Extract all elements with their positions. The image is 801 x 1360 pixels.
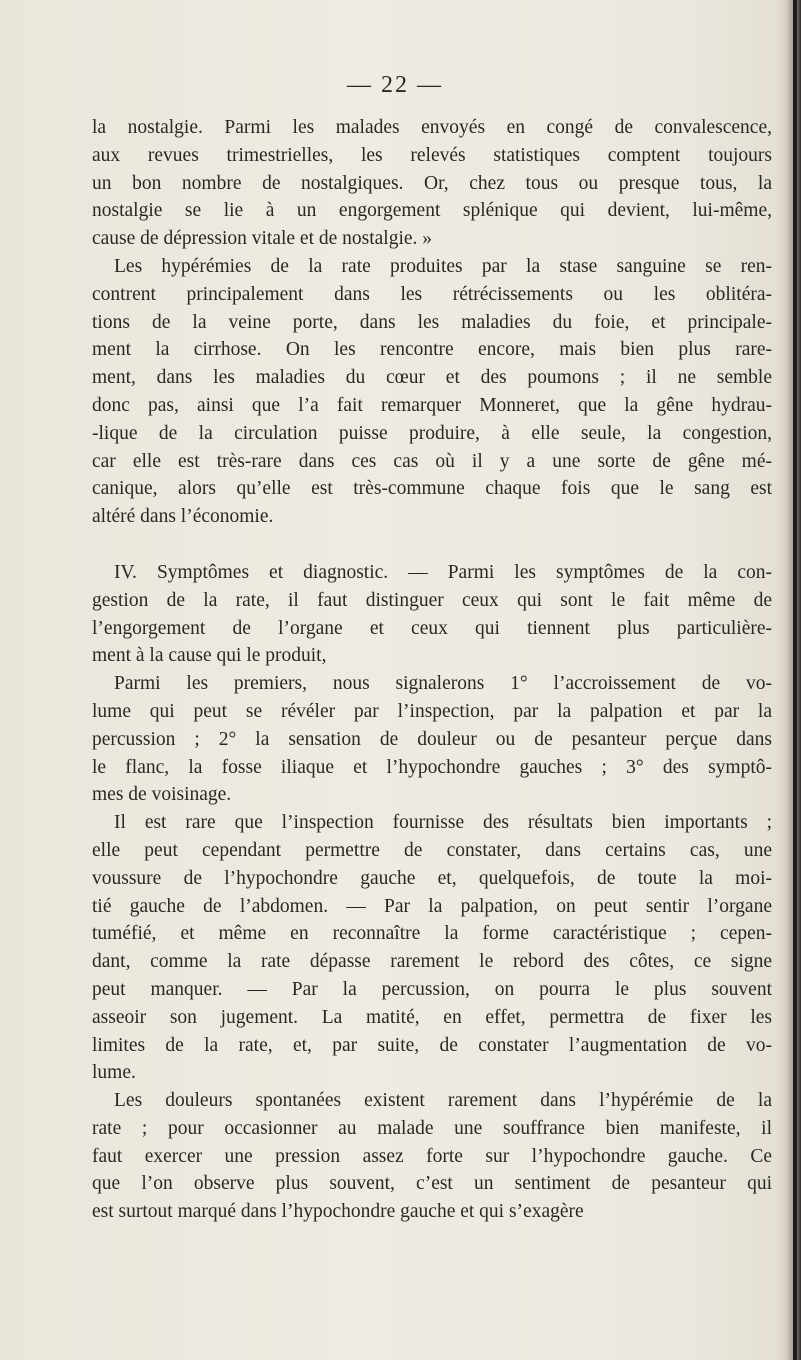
text-line: car elle est très-rare dans ces cas où il y a une sorte de gêne mé-: [92, 450, 772, 472]
text-line: tions de la veine porte, dans les maladies du foie, et principale-: [92, 311, 772, 333]
text-line: tuméfié, et même en reconnaître la forme caractéristique ; cepen-: [92, 923, 772, 945]
text-line: donc pas, ainsi que l’a fait remarquer Monneret, que la gêne hydrau-: [92, 394, 772, 416]
text-line: mes de voisinage.: [92, 784, 232, 806]
text-line: ment la cirrhose. On les rencontre encore, mais bien plus rare-: [92, 339, 772, 361]
text-line: ment à la cause qui le produit,: [92, 645, 327, 667]
text-line: ment, dans les maladies du cœur et des poumons ; il ne semble: [92, 367, 772, 389]
text-line: un bon nombre de nostalgiques. Or, chez tous ou presque tous, la: [92, 172, 772, 194]
text-line: contrent principalement dans les rétrécissements ou les oblitéra-: [92, 283, 772, 305]
text-line: limites de la rate, et, par suite, de constater l’augmentation de vo-: [92, 1034, 772, 1056]
text-line: Les douleurs spontanées existent rarement dans l’hypérémie de la: [114, 1090, 772, 1112]
text-line: altéré dans l’économie.: [92, 506, 274, 528]
text-line: l’engorgement de l’organe et ceux qui tiennent plus particulière-: [92, 617, 772, 639]
text-line: Les hypérémies de la rate produites par la stase sanguine se ren-: [114, 255, 772, 277]
text-line: elle peut cependant permettre de constater, dans certains cas, une: [92, 839, 772, 861]
text-line: faut exercer une pression assez forte sur l’hypochondre gauche. Ce: [92, 1145, 772, 1167]
text-line: lume.: [92, 1062, 136, 1084]
paragraph: [92, 670, 772, 809]
text-line: IV. Symptômes et diagnostic. — Parmi les symptômes de la con-: [114, 561, 772, 583]
paragraph: [92, 253, 772, 531]
paragraph: [92, 809, 772, 1087]
text-line: cause de dépression vitale et de nostalgie. »: [92, 228, 433, 250]
text-line: canique, alors qu’elle est très-commune chaque fois que le sang est: [92, 478, 772, 500]
text-line: percussion ; 2° la sensation de douleur ou de pesanteur perçue dans: [92, 728, 772, 750]
text-line: asseoir son jugement. La matité, en effet, permettra de fixer les: [92, 1006, 772, 1028]
text-line: aux revues trimestrielles, les relevés statistiques comptent toujours: [92, 144, 772, 166]
text-line: nostalgie se lie à un engorgement splénique qui devient, lui-même,: [92, 200, 772, 222]
text-line: rate ; pour occasionner au malade une souffrance bien manifeste, il: [92, 1117, 772, 1139]
text-line: voussure de l’hypochondre gauche et, quelquefois, de toute la moi-: [92, 867, 772, 889]
text-line: la nostalgie. Parmi les malades envoyés en congé de convalescence,: [92, 117, 772, 138]
text-line: tié gauche de l’abdomen. — Par la palpation, on peut sentir l’organe: [92, 895, 772, 917]
text-line: -lique de la circulation puisse produire, à elle seule, la congestion,: [92, 422, 772, 444]
text-line: gestion de la rate, il faut distinguer ceux qui sont le fait même de: [92, 589, 772, 611]
page-edge-line: [793, 0, 797, 1360]
text-line: Parmi les premiers, nous signalerons 1° l’accroissement de vo-: [114, 673, 772, 695]
page-edge-shadow: [775, 0, 801, 1360]
page-number: — 22 —: [347, 72, 443, 98]
paragraph-gap: [92, 531, 772, 559]
text-line: dant, comme la rate dépasse rarement le rebord des côtes, ce signe: [92, 951, 772, 973]
text-line: le flanc, la fosse iliaque et l’hypochondre gauches ; 3° des symptô-: [92, 756, 772, 778]
text-line: est surtout marqué dans l’hypochondre gauche et qui s’exagère: [92, 1201, 584, 1223]
text-line: lume qui peut se révéler par l’inspection, par la palpation et par la: [92, 700, 772, 722]
paragraph: [92, 1087, 772, 1226]
text-line: peut manquer. — Par la percussion, on pourra le plus souvent: [92, 978, 772, 1000]
text-line: que l’on observe plus souvent, c’est un sentiment de pesanteur qui: [92, 1173, 772, 1195]
body-text: [92, 114, 772, 1226]
paragraph: [92, 114, 772, 253]
text-line: Il est rare que l’inspection fournisse des résultats bien importants ;: [114, 812, 772, 834]
paragraph: [92, 559, 772, 670]
